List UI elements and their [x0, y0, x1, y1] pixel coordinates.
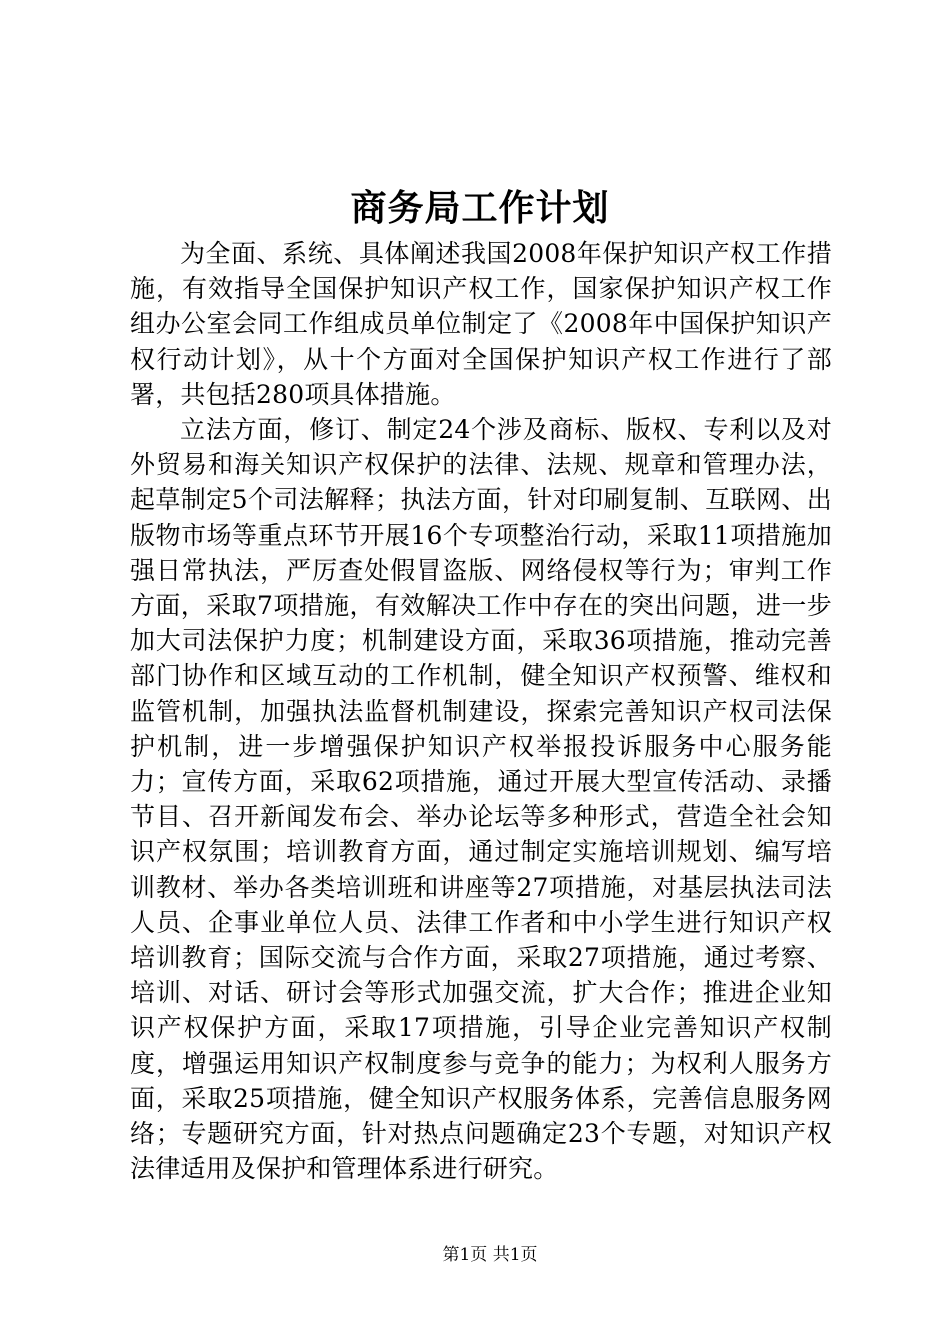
paragraph-intro: 为全面、系统、具体阐述我国2008年保护知识产权工作措施，有效指导全国保护知识产权工作，国家保护知识产权工作组办公室会同工作组成员单位制定了《2008年中国保护知识产权行动计划》，从十个方面对全国保护知识产权工作进行了部署，共包括280项具体措施。: [130, 239, 832, 409]
page-footer: 第1页 共1页: [442, 1245, 538, 1265]
document-title: 商务局工作计划: [350, 187, 610, 229]
paragraph-measures: 立法方面，修订、制定24个涉及商标、版权、专利以及对外贸易和海关知识产权保护的法律、法规、规章和管理办法，起草制定5个司法解释；执法方面，针对印刷复制、互联网、出版物市场等重点环节开展16个专项整治行动，采取11项措施加强日常执法，严厉查处假冒盗版、网络侵权等行为；审判工作方面，采取7项措施，有效解决工作中存在的突出问题，进一步加大司法保护力度；机制建设方面，采取36项措施，推动完善部门协作和区域互动的工作机制，健全知识产权预警、维权和监管机制，加强执法监督机制建设，探索完善知识产权司法保护机制，进一步增强保护知识产权举报投诉服务中心服务能力；宣传方面，采取62项措施，通过开展大型宣传活动、录播节目、召开新闻发布会、举办论坛等多种形式，营造全社会知识产权氛围；培训教育方面，通过制定实施培训规划、编写培训教材、举办各类培训班和讲座等27项措施，对基层执法司法人员、企事业单位人员、法律工作者和中小学生进行知识产权培训教育；国际交流与合作方面，采取27项措施，通过考察、培训、对话、研讨会等形式加强交流，扩大合作；推进企业知识产权保护方面，采取17项措施，引导企业完善知识产权制度，增强运用知识产权制度参与竞争的能力；为权利人服务方面，采取25项措施，健全知识产权服务体系，完善信息服务网络；专题研究方面，针对热点问题确定23个专题，对知识产权法律适用及保护和管理体系进行研究。: [130, 415, 832, 1184]
document-body: [130, 236, 832, 1186]
